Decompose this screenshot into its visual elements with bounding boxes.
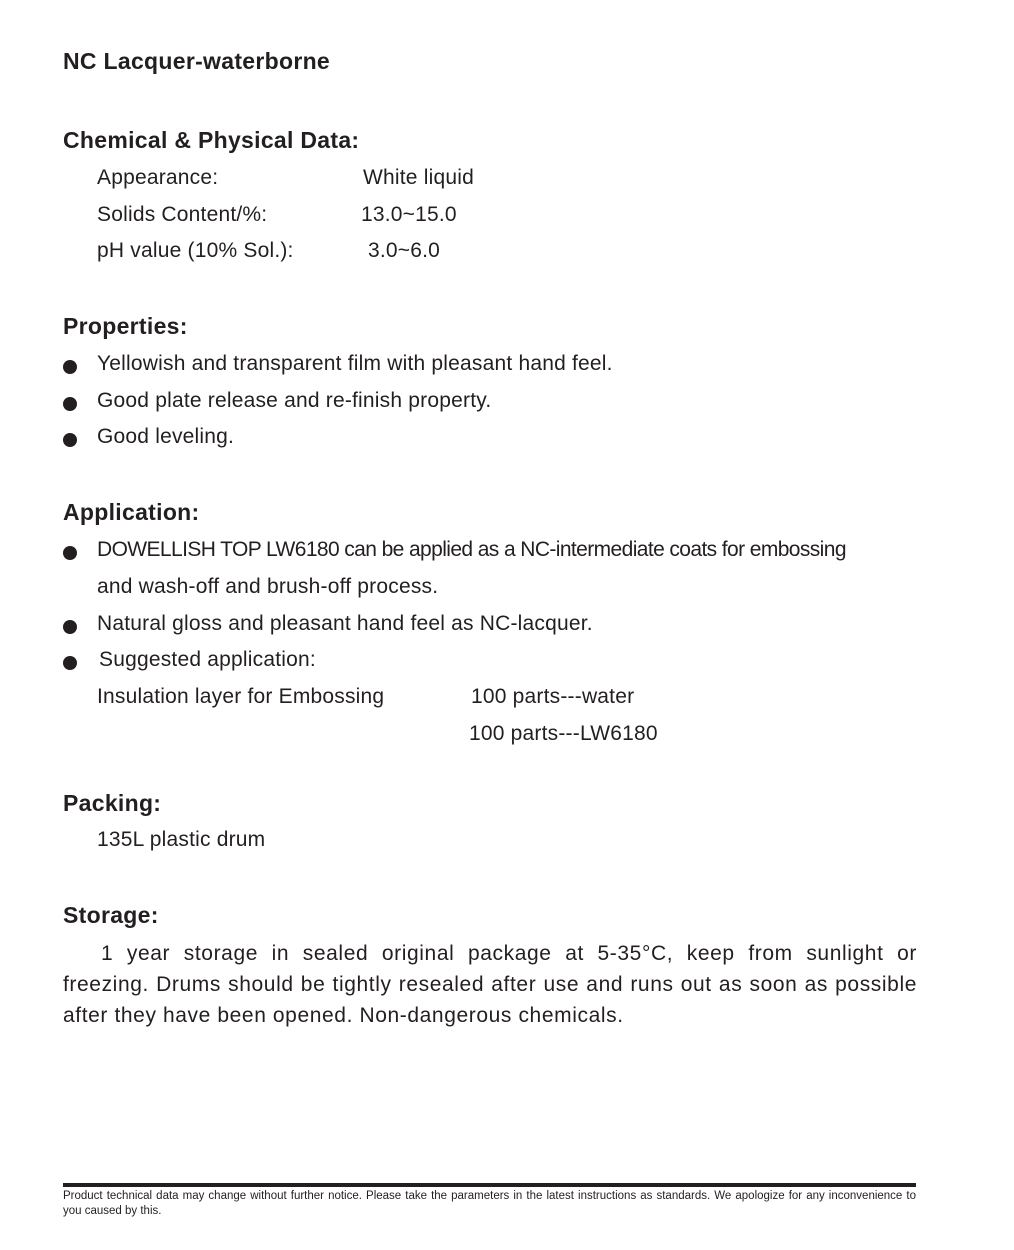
appearance-value: White liquid [363, 166, 474, 189]
document-title: NC Lacquer-waterborne [63, 48, 331, 74]
bullet-icon [63, 620, 77, 634]
bullet-icon [63, 546, 77, 560]
footer-divider [63, 1183, 916, 1187]
footer-disclaimer: Product technical data may change without further notice. Please take the parameters in the latest instructions as standards. We apologize for any inconvenience to you caused by this. [63, 1190, 916, 1217]
ph-value-value: 3.0~6.0 [368, 239, 441, 262]
chemical-physical-heading: Chemical & Physical Data: [63, 127, 360, 153]
storage-text: 1 year storage in sealed original package at 5-35°C, keep from sunlight or freezing. Drums should be tightly resealed after use and runs out as soon as possible after they have been opened. Non-dangerous chemicals. [63, 942, 917, 1027]
property-item: Good plate release and re-finish property. [97, 389, 492, 412]
bullet-icon [63, 656, 77, 670]
solids-content-label: Solids Content/%: [97, 203, 268, 226]
bullet-icon [63, 433, 77, 447]
packing-heading: Packing: [63, 790, 162, 816]
bullet-icon [63, 397, 77, 411]
packing-value: 135L plastic drum [97, 828, 266, 851]
ph-value-label: pH value (10% Sol.): [97, 239, 294, 262]
property-item: Good leveling. [97, 425, 235, 448]
mix-ratio-product: 100 parts---LW6180 [469, 722, 658, 745]
storage-heading: Storage: [63, 902, 159, 928]
application-item: Suggested application: [99, 648, 316, 671]
mix-ratio-water: 100 parts---water [471, 685, 635, 708]
application-item: Natural gloss and pleasant hand feel as NC-lacquer. [97, 612, 593, 635]
bullet-icon [63, 360, 77, 374]
application-heading: Application: [63, 499, 200, 525]
appearance-label: Appearance: [97, 166, 219, 189]
application-item-line1: DOWELLISH TOP LW6180 can be applied as a NC-intermediate coats for embossing [97, 538, 846, 561]
property-item: Yellowish and transparent film with pleasant hand feel. [97, 352, 613, 375]
solids-content-value: 13.0~15.0 [361, 203, 457, 226]
insulation-layer-label: Insulation layer for Embossing [97, 685, 385, 708]
application-item-line2: and wash-off and brush-off process. [97, 575, 439, 598]
properties-heading: Properties: [63, 313, 188, 339]
